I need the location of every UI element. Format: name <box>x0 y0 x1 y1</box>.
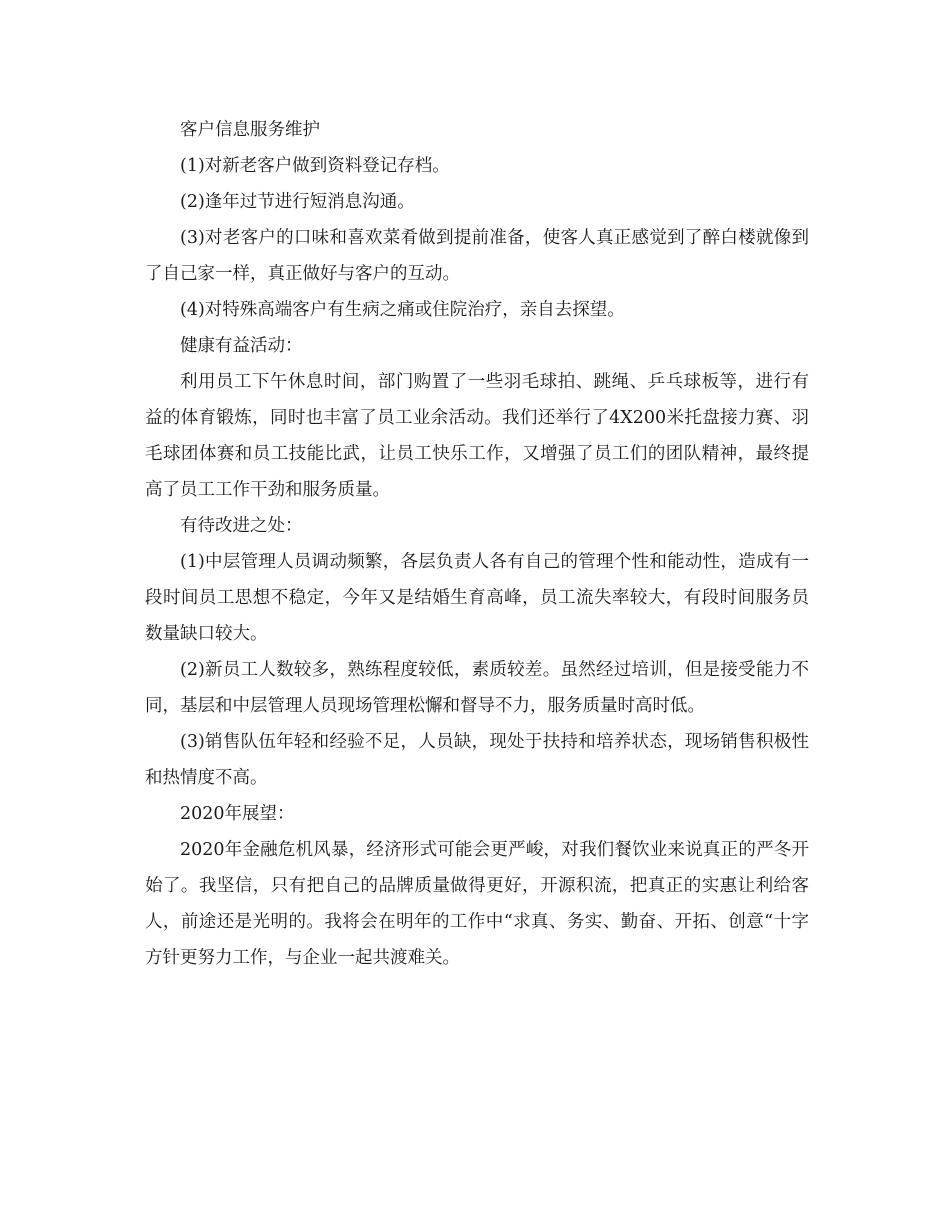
section-heading-customer-service: 客户信息服务维护 <box>180 120 320 140</box>
list-item: (2)逢年过节进行短消息沟通。 <box>180 192 415 212</box>
list-item: (2)新员工人数较多，熟练程度较低，素质较差。虽然经过培训，但是接受能力不同，基层和中层管理人员现场管理松懈和督导不力，服务质量时高时低。 <box>145 660 809 716</box>
list-item: (4)对特殊高端客户有生病之痛或住院治疗，亲自去探望。 <box>180 300 625 320</box>
section-heading-activities: 健康有益活动： <box>180 336 303 356</box>
document-body <box>145 112 809 976</box>
section-heading-improvements: 有待改进之处： <box>180 516 303 536</box>
list-item: (3)销售队伍年轻和经验不足，人员缺，现处于扶持和培养状态，现场销售积极性和热情度不高。 <box>145 732 809 788</box>
list-item: (1)中层管理人员调动频繁，各层负责人各有自己的管理个性和能动性，造成有一段时间员工思想不稳定，今年又是结婚生育高峰，员工流失率较大，有段时间服务员数量缺口较大。 <box>145 552 809 644</box>
list-item: (3)对老客户的口味和喜欢菜肴做到提前准备，使客人真正感觉到了醉白楼就像到了自己家一样，真正做好与客户的互动。 <box>145 228 809 284</box>
paragraph: 利用员工下午休息时间，部门购置了一些羽毛球拍、跳绳、乒乓球板等，进行有益的体育锻炼，同时也丰富了员工业余活动。我们还举行了4X200米托盘接力赛、羽毛球团体赛和员工技能比武，让员工快乐工作，又增强了员工们的团队精神，最终提高了员工工作干劲和服务质量。 <box>145 372 809 500</box>
list-item: (1)对新老客户做到资料登记存档。 <box>180 156 450 176</box>
section-heading-outlook: 2020年展望： <box>180 804 295 824</box>
paragraph: 2020年金融危机风暴，经济形式可能会更严峻，对我们餐饮业来说真正的严冬开始了。我坚信，只有把自己的品牌质量做得更好，开源积流，把真正的实惠让利给客人，前途还是光明的。我将会在明年的工作中“求真、务实、勤奋、开拓、创意“十字方针更努力工作，与企业一起共渡难关。 <box>145 840 809 968</box>
